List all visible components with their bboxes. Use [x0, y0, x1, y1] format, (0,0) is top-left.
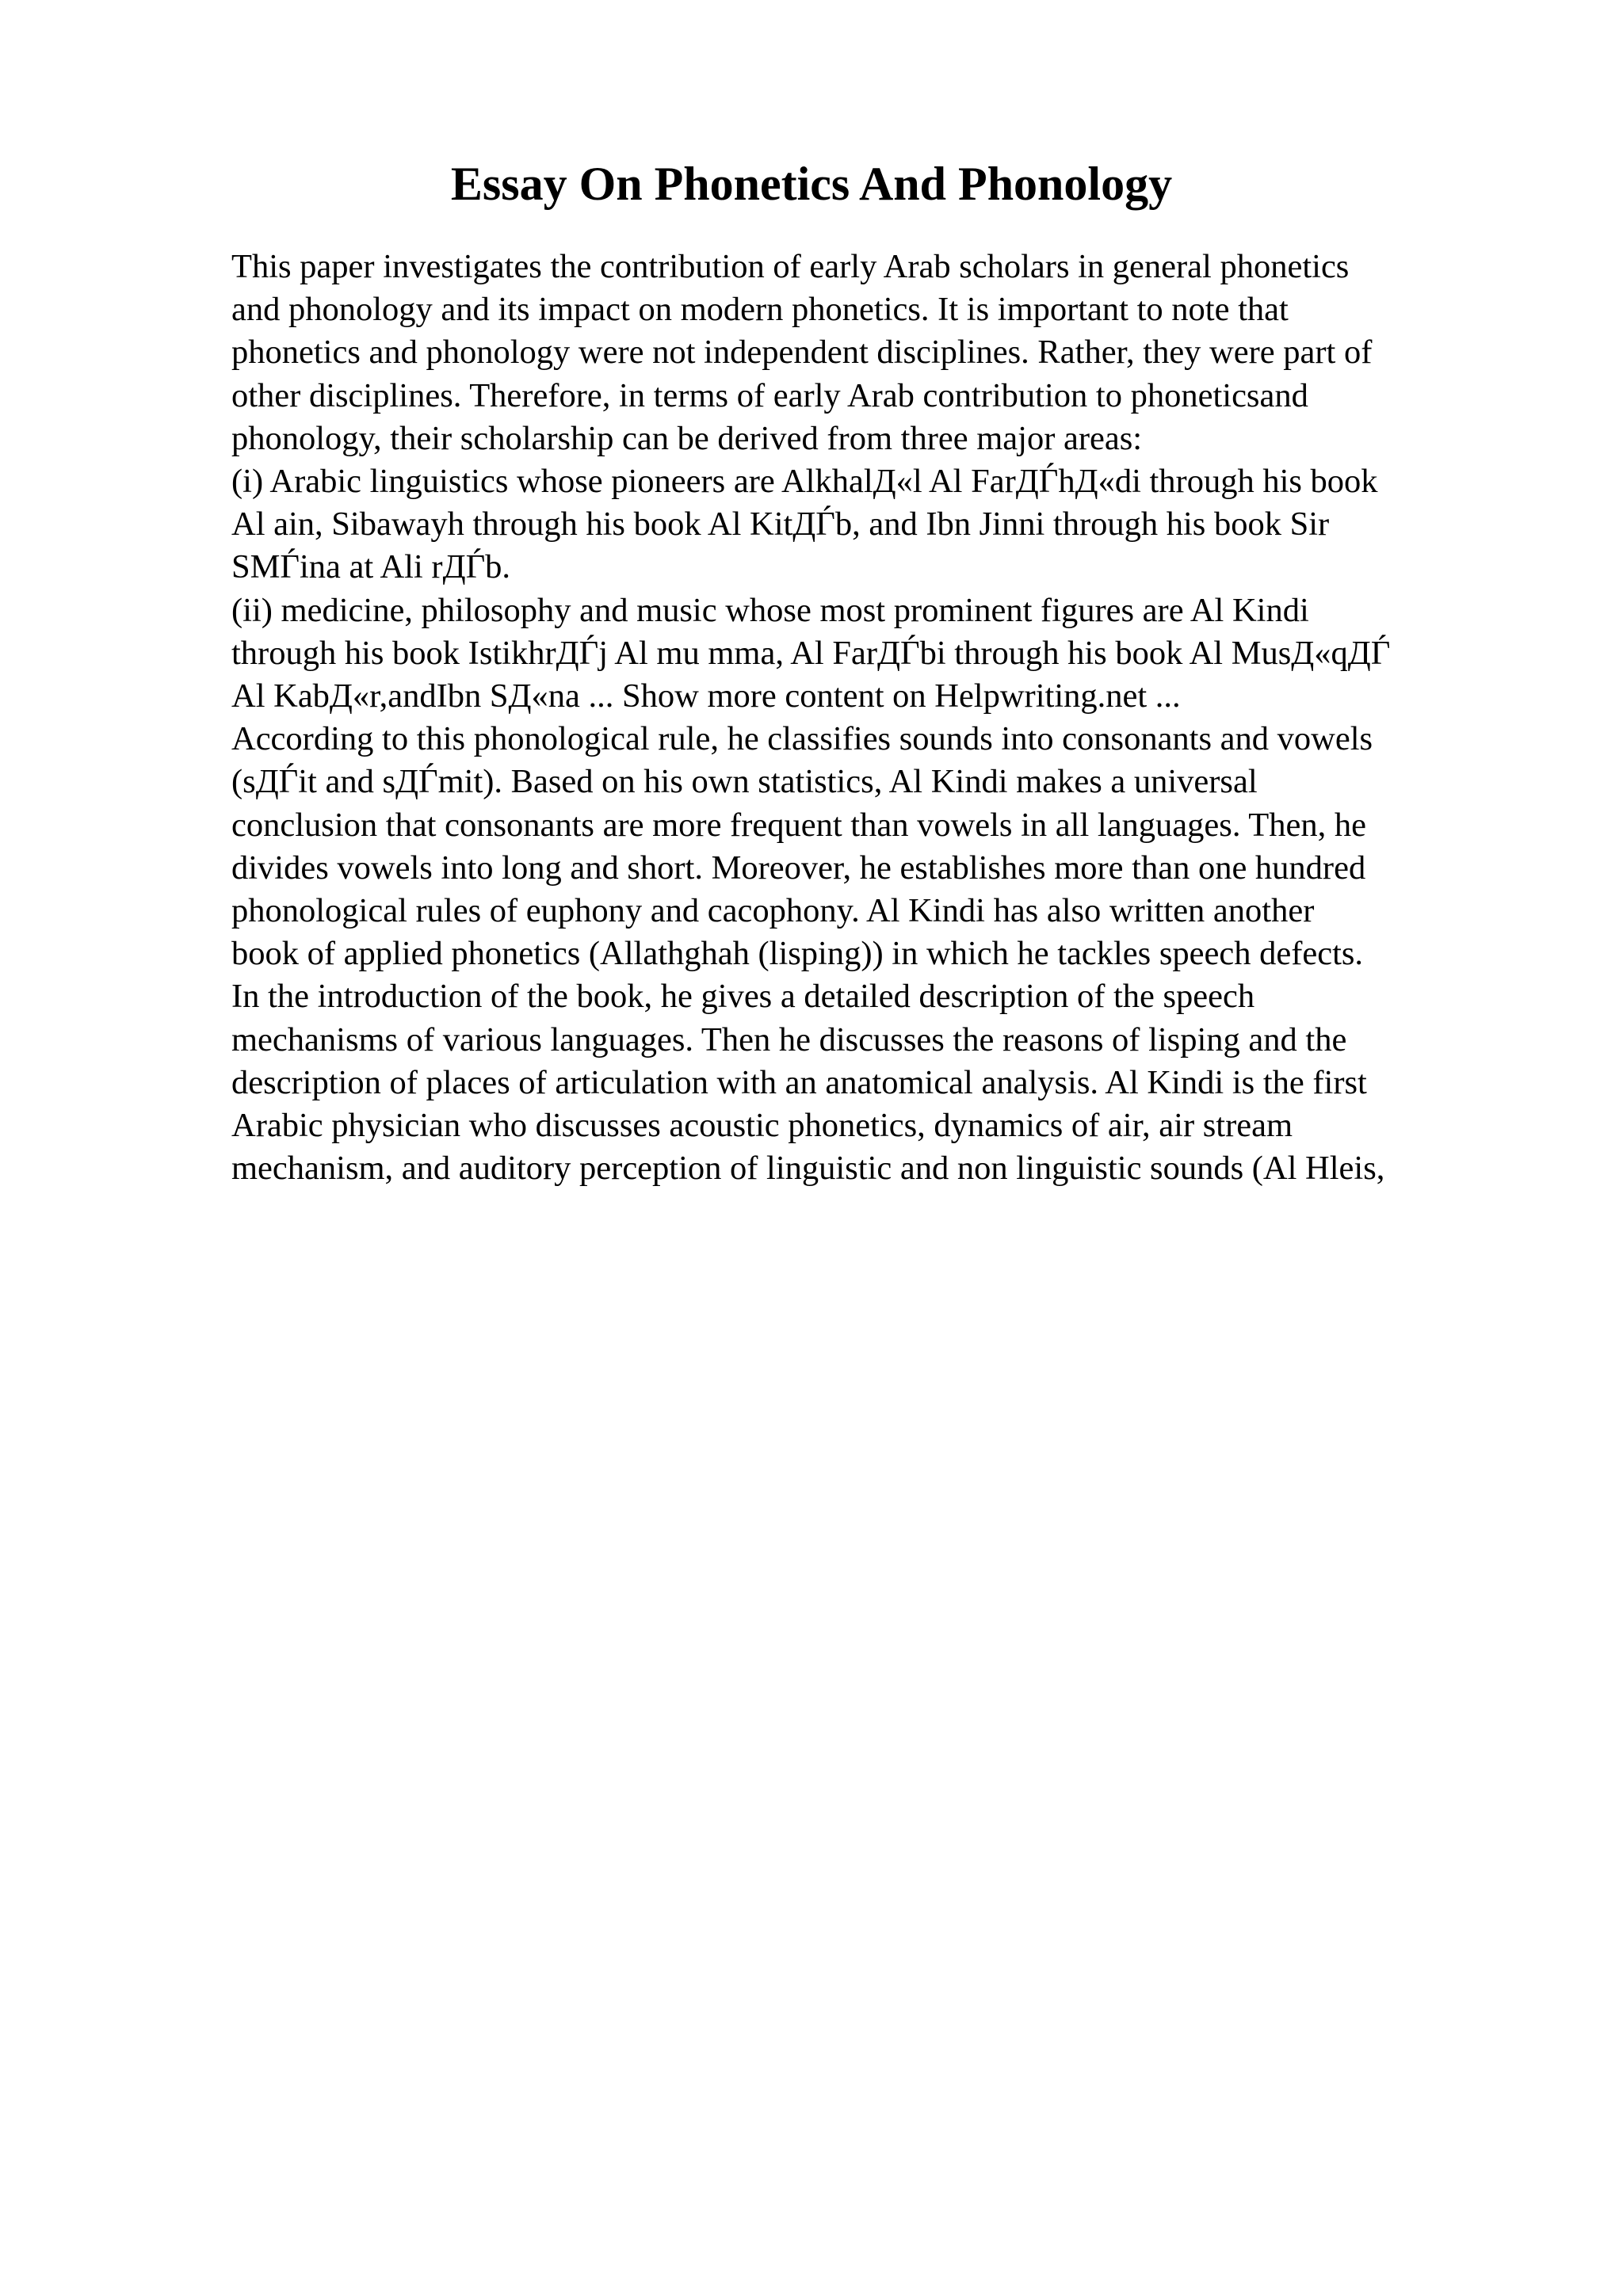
text-line: phonological rules of euphony and cacophony. Al Kindi has also written another	[231, 892, 1315, 930]
text-line: (i) Arabic linguistics whose pioneers are AlkhalД«l Al FarДЃhД«di through his book	[231, 463, 1378, 501]
text-line: conclusion that consonants are more frequent than vowels in all languages. Then, he	[231, 806, 1366, 844]
text-line: mechanisms of various languages. Then he discusses the reasons of lisping and the	[231, 1020, 1347, 1058]
text-line: This paper investigates the contribution of early Arab scholars in general phonetics	[231, 248, 1350, 285]
document-body	[231, 246, 1547, 1190]
text-line: divides vowels into long and short. Moreover, he establishes more than one hundred	[231, 849, 1366, 887]
text-line: book of applied phonetics (Allathghah (lisping)) in which he tackles speech defects.	[231, 935, 1364, 973]
text-line: In the introduction of the book, he gives a detailed description of the speech	[231, 978, 1255, 1016]
text-line: mechanism, and auditory perception of linguistic and non linguistic sounds (Al Hleis,	[231, 1150, 1385, 1188]
text-line: phonology, their scholarship can be derived from three major areas:	[231, 419, 1143, 457]
text-line: other disciplines. Therefore, in terms of early Arab contribution to phoneticsand	[231, 376, 1308, 414]
text-line: (sДЃit and sДЃmit). Based on his own statistics, Al Kindi makes a universal	[231, 763, 1258, 801]
text-line: description of places of articulation with an anatomical analysis. Al Kindi is the first	[231, 1063, 1367, 1101]
text-line: Al KabД«r,andIbn SД«na ... Show more content on Helpwriting.net ...	[231, 677, 1181, 715]
text-line: Arabic physician who discusses acoustic phonetics, dynamics of air, air stream	[231, 1107, 1293, 1145]
text-line: According to this phonological rule, he classifies sounds into consonants and vowels	[231, 720, 1373, 758]
document-title: Essay On Phonetics And Phonology	[450, 158, 1173, 210]
text-line: (ii) medicine, philosophy and music whose most prominent figures are Al Kindi	[231, 591, 1309, 629]
text-line: SMЃina at Ali rДЃb.	[231, 548, 511, 586]
text-line: and phonology and its impact on modern phonetics. It is important to note that	[231, 291, 1289, 329]
text-line: Al ain, Sibawayh through his book Al KitДЃb, and Ibn Jinni through his book Sir	[231, 505, 1330, 543]
text-line: through his book IstikhrДЃj Al mu mma, Al FarДЃbi through his book Al MusД«qДЃ	[231, 634, 1391, 672]
text-line: phonetics and phonology were not independent disciplines. Rather, they were part of	[231, 334, 1373, 372]
